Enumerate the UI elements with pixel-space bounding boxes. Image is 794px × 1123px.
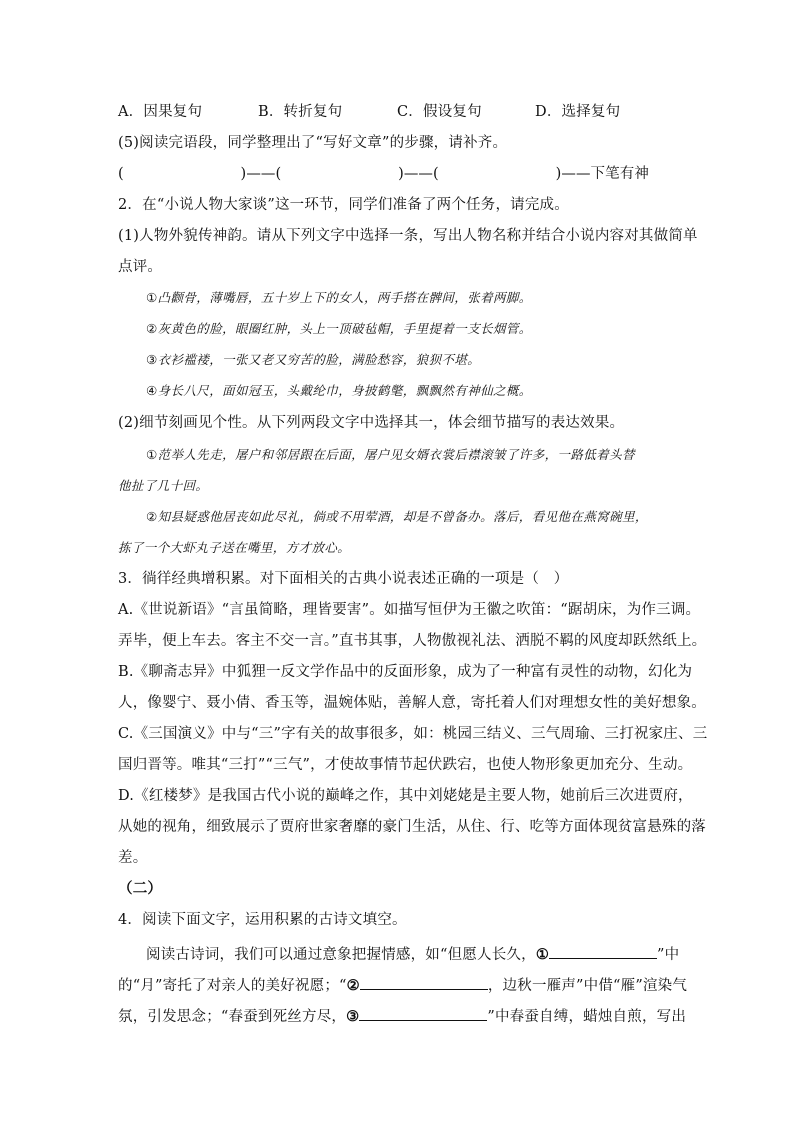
option-c: C．假设复句	[397, 104, 482, 120]
portrait-item-3: ③衣衫褴褛，一张又老又穷苦的脸，满脸愁容，狼狈不堪。	[146, 352, 481, 367]
q3-line-3: B.《聊斋志异》中狐狸一反文学作品中的反面形象，成为了一种富有灵性的动物，幻化为	[118, 664, 693, 680]
q4-stem: 4．阅读下面文字，运用积累的古诗文填空。	[118, 912, 407, 928]
detail-item-2-line1: ②知县疑惑他居丧如此尽礼，倘或不用荤酒，却是不曾备办。落后，看见他在燕窝碗里，	[146, 509, 648, 524]
detail-item-2-line2: 拣了一个大虾丸子送在嘴里，方才放心。	[118, 540, 351, 555]
q4-para-line3	[118, 1005, 687, 1027]
q4-text-2b: ，边秋一雁声”中借“雁”渲染气	[487, 978, 688, 994]
detail-item-1-line1: ①范举人先走，屠户和邻居跟在后面，屠户见女婿衣裳后襟滚皱了许多，一路低着头替	[146, 447, 635, 462]
q4-text-3a: 氛，引发思念；“春蚕到死丝方尽，	[118, 1009, 347, 1025]
q3-line-7: D.《红楼梦》是我国古代小说的巅峰之作，其中刘姥姥是主要人物，她前后三次进贾府，	[118, 788, 693, 804]
q4-text-3b: ”中春蚕自缚，蜡烛自煎，写出	[487, 1009, 687, 1025]
q4-para-line1	[146, 943, 706, 965]
q3-line-5: C.《三国演义》中与“三”字有关的故事很多，如：桃园三结义、三气周瑜、三打祝家庄、三	[118, 726, 708, 742]
q2-sub1-line2: 点评。	[118, 259, 163, 275]
section-heading: （二）	[118, 880, 163, 897]
q4-para-line2	[118, 974, 688, 996]
fill-blank-2[interactable]	[360, 974, 488, 990]
q3-line-2: 弄毕，便上车去。客主不交一言。”直书其事，人物傲视礼法、洒脱不羁的风度却跃然纸上。	[118, 633, 707, 649]
blank-marker-1: ①	[535, 946, 550, 963]
q3-line-8: 从她的视角，细致展示了贾府世家奢靡的豪门生活，从住、行、吃等方面体现贫富悬殊的落	[118, 819, 706, 835]
q3-line-4: 人，像婴宁、聂小倩、香玉等，温婉体贴，善解人意，寄托着人们对理想女性的美好想象。	[118, 695, 706, 711]
q3-stem: 3．徜徉经典增积累。对下面相关的古典小说表述正确的一项是（ ）	[118, 571, 569, 587]
q3-line-6: 国归晋等。唯其“三打”“三气”，才使故事情节起伏跌宕，也使人物形象更加充分、生动。	[118, 757, 693, 773]
fill-blank-1[interactable]	[549, 943, 657, 959]
option-b: B．转折复句	[258, 104, 343, 120]
portrait-item-1: ①凸颧骨，薄嘴唇，五十岁上下的女人，两手搭在髀间，张着两脚。	[146, 290, 532, 305]
q1-sub5-steps: ( )——( )——( )——下笔有神	[118, 166, 649, 182]
q3-line-9: 差。	[118, 850, 148, 866]
option-a: A．因果复句	[118, 104, 203, 120]
blank-marker-2: ②	[346, 977, 360, 994]
q2-sub1-line1: (1)人物外貌传神韵。请从下列文字中选择一条，写出人物名称并结合小说内容对其做简单	[118, 228, 698, 244]
blank-marker-3: ③	[346, 1008, 360, 1025]
portrait-item-2: ②灰黄色的脸，眼圈红肿，头上一顶破毡帽，手里提着一支长烟管。	[146, 321, 532, 336]
q4-text-2a: 的“月”寄托了对亲人的美好祝愿；“	[118, 978, 347, 994]
q1-sub5: (5)阅读完语段，同学整理出了“写好文章”的步骤，请补齐。	[118, 135, 508, 151]
q2-stem: 2．在“小说人物大家谈”这一环节，同学们准备了两个任务，请完成。	[118, 197, 569, 213]
option-d: D．选择复句	[535, 104, 621, 120]
q2-sub2: (2)细节刻画见个性。从下列两段文字中选择其一，体会细节描写的表达效果。	[118, 415, 625, 431]
q4-text-1a: 阅读古诗词，我们可以通过意象把握情感，如“但愿人长久，	[146, 947, 536, 963]
portrait-item-4: ④身长八尺，面如冠玉，头戴纶巾，身披鹤氅，飘飘然有神仙之概。	[146, 383, 532, 398]
q3-line-1: A.《世说新语》“言虽简略，理皆要害”。如描写恒伊为王徽之吹笛：“踞胡床，为作三调。	[118, 602, 701, 618]
detail-item-1-line2: 他扯了几十回。	[118, 478, 209, 493]
fill-blank-3[interactable]	[359, 1005, 487, 1021]
q4-text-1b: ”中	[657, 947, 680, 963]
